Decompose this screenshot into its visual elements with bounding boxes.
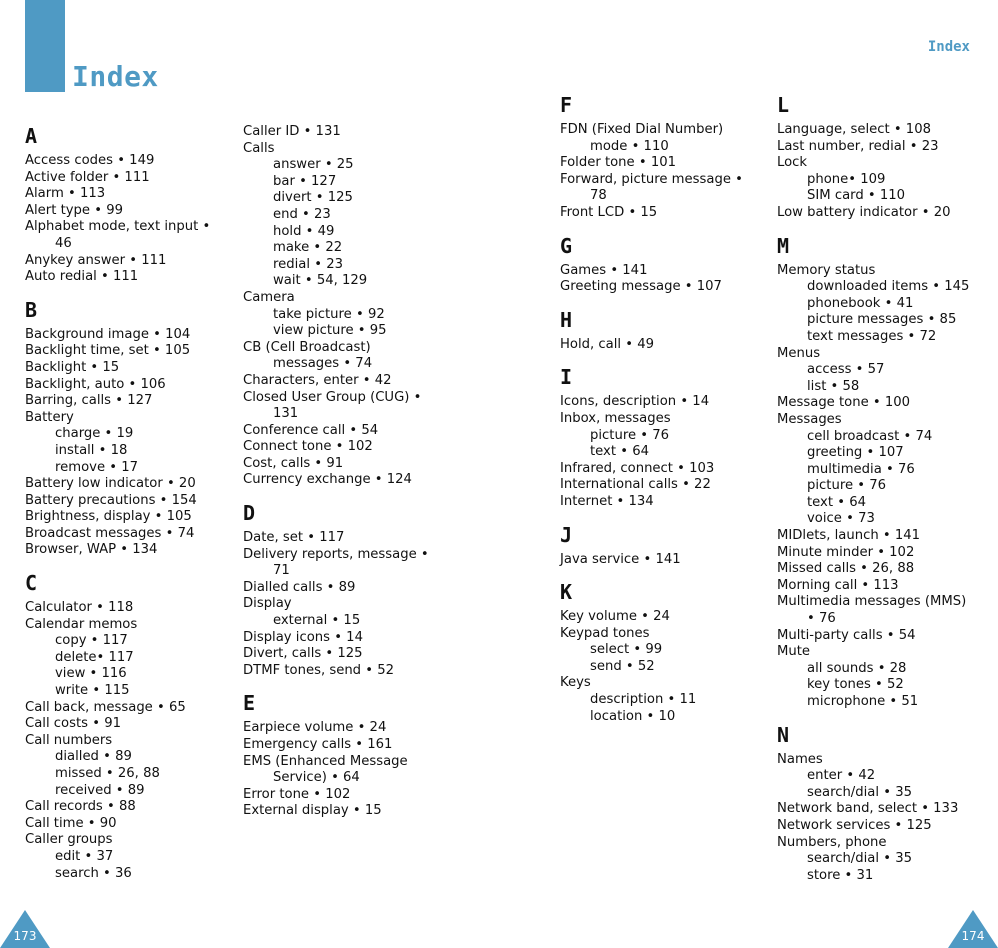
index-subentry: bar • 127 [273,173,337,189]
index-subentry: redial • 23 [273,256,343,272]
index-entry: Barring, calls • 127 [25,393,153,409]
index-subentry: list • 58 [807,378,860,394]
index-subentry: answer • 25 [273,157,354,173]
index-entry: Forward, picture message • [560,171,743,187]
index-subentry: text • 64 [807,494,866,510]
index-subentry: store • 31 [807,867,874,883]
index-subentry: view • 116 [55,666,127,682]
index-entry: Minute minder • 102 [777,544,915,560]
index-entry: Front LCD • 15 [560,204,658,220]
index-subentry: external • 15 [273,613,361,629]
index-subentry: end • 23 [273,206,331,222]
index-entry: Java service • 141 [560,551,681,567]
section-letter: E [243,691,256,716]
index-entry: Camera [243,289,295,305]
index-subentry: voice • 73 [807,511,875,527]
index-entry: Delivery reports, message • [243,546,429,562]
index-entry: Background image • 104 [25,326,191,342]
index-entry: Caller groups [25,832,113,848]
index-subentry: greeting • 107 [807,445,904,461]
index-entry: Broadcast messages • 74 [25,525,195,541]
index-entry: Internet • 134 [560,493,654,509]
section-letter: M [777,233,790,258]
index-subentry: divert • 125 [273,190,353,206]
index-entry: Low battery indicator • 20 [777,204,951,220]
index-entry-continuation: 78 [590,188,607,204]
index-subentry: missed • 26, 88 [55,766,160,781]
index-subentry: phonebook • 41 [807,295,914,311]
index-entry-continuation: 71 [273,563,290,579]
section-letter: H [560,307,573,332]
index-entry: Caller ID • 131 [243,124,341,139]
index-subentry: microphone • 51 [807,694,919,709]
index-entry: Multi-party calls • 54 [777,627,916,643]
index-subentry: multimedia • 76 [807,461,915,477]
section-letter: I [560,365,573,390]
index-subentry: wait • 54, 129 [273,273,368,289]
index-subentry: make • 22 [273,240,343,256]
index-subentry: edit • 37 [55,848,114,864]
index-subentry: delete• 117 [55,649,134,665]
index-entry: Keys [560,675,591,691]
index-subentry: key tones • 52 [807,677,904,693]
index-entry: Icons, description • 14 [560,394,710,410]
index-subentry: access • 57 [807,362,885,378]
index-entry: Last number, redial • 23 [777,138,939,154]
section-letter: D [243,501,256,526]
index-entry-continuation: • 76 [807,611,836,627]
index-entry-continuation: mode • 110 [590,138,669,154]
index-entry: FDN (Fixed Dial Number) [560,122,724,137]
index-entry: Backlight • 15 [25,359,120,375]
index-entry: Call numbers [25,732,113,748]
index-entry: DTMF tones, send • 52 [243,662,394,678]
section-letter: F [560,93,573,117]
index-entry: Lock [777,155,808,171]
index-entry: Display icons • 14 [243,629,363,645]
index-subentry: enter • 42 [807,768,876,784]
index-entry: Backlight, auto • 106 [25,376,166,392]
section-letter: N [777,722,790,747]
index-entry-continuation: Service) • 64 [273,770,360,786]
index-column-1 [25,126,230,882]
index-entry: Hold, call • 49 [560,336,655,352]
index-subentry: write • 115 [55,683,130,699]
index-entry: Cost, calls • 91 [243,455,344,471]
index-entry: MIDlets, launch • 141 [777,528,921,544]
index-subentry: cell broadcast • 74 [807,428,933,444]
chapter-tab [25,0,65,92]
index-entry: Browser, WAP • 134 [25,542,158,558]
index-entry: Battery precautions • 154 [25,492,197,508]
index-subentry: text messages • 72 [807,328,937,344]
index-entry: Connect tone • 102 [243,439,373,455]
index-entry: Date, set • 117 [243,530,345,546]
index-entry: Calendar memos [25,616,138,632]
index-entry-continuation: 131 [273,406,299,422]
index-entry: Message tone • 100 [777,395,911,411]
index-entry: Earpiece volume • 24 [243,720,387,736]
index-entry: Error tone • 102 [243,786,351,802]
index-entry: Brightness, display • 105 [25,509,192,525]
section-letter: K [560,580,573,605]
section-letter: B [25,297,38,322]
index-subentry: all sounds • 28 [807,660,907,676]
index-entry: CB (Cell Broadcast) [243,339,371,355]
index-entry: EMS (Enhanced Message [243,753,408,769]
index-entry: Active folder • 111 [25,169,150,185]
index-entry: Divert, calls • 125 [243,646,363,662]
index-column-4 [777,95,992,884]
index-entry: External display • 15 [243,803,382,819]
index-subentry: install • 18 [55,442,128,458]
index-subentry: take picture • 92 [273,306,385,322]
index-entry: Battery low indicator • 20 [25,476,196,492]
index-subentry: search/dial • 35 [807,851,912,867]
index-subentry: description • 11 [590,692,697,708]
index-entry: Call back, message • 65 [25,699,186,715]
index-entry: Emergency calls • 161 [243,737,393,752]
index-entry: Calculator • 118 [25,600,134,616]
index-entry: Anykey answer • 111 [25,252,167,268]
index-entry: Call records • 88 [25,799,136,815]
index-entry: Dialled calls • 89 [243,579,356,595]
index-subentry: SIM card • 110 [807,188,906,204]
index-subentry: copy • 117 [55,633,128,649]
index-entry: Folder tone • 101 [560,155,676,171]
section-letter: L [777,93,790,117]
index-subentry: charge • 19 [55,426,134,442]
index-entry: Battery [25,409,74,425]
index-entry: Network services • 125 [777,817,932,833]
index-entry: Keypad tones [560,625,650,641]
index-subentry: dialled • 89 [55,749,132,765]
index-entry: Display [243,596,292,612]
index-entry: Memory status [777,262,876,278]
section-letter: J [560,522,573,547]
index-subentry: picture • 76 [807,478,887,494]
index-column-3 [560,95,765,725]
index-subentry: search/dial • 35 [807,784,912,800]
index-entry: Greeting message • 107 [560,279,722,295]
section-letter: G [560,233,573,258]
index-entry-continuation: messages • 74 [273,356,373,372]
index-entry: Language, select • 108 [777,122,931,137]
index-subentry: text • 64 [590,444,649,460]
index-entry: Network band, select • 133 [777,801,959,817]
index-entry: Infrared, connect • 103 [560,460,715,476]
index-subentry: select • 99 [590,642,663,658]
index-subentry: received • 89 [55,782,145,798]
index-subentry: picture • 76 [590,427,670,443]
page-number-left: 173 [13,929,37,943]
index-subentry: view picture • 95 [273,323,387,339]
index-entry: Games • 141 [560,262,648,278]
index-subentry: search • 36 [55,865,132,881]
index-entry: Alarm • 113 [25,186,106,202]
section-letter: A [25,124,38,148]
index-entry: Access codes • 149 [25,153,155,168]
index-entry: Key volume • 24 [560,609,670,625]
index-subentry: location • 10 [590,708,676,724]
page-title: Index [72,60,159,93]
index-entry: Characters, enter • 42 [243,372,392,388]
index-entry: Closed User Group (CUG) • [243,389,422,405]
index-entry: Menus [777,345,821,361]
section-letter: C [25,571,38,596]
index-subentry: remove • 17 [55,459,139,475]
index-entry: Backlight time, set • 105 [25,343,191,359]
index-entry: Call time • 90 [25,815,117,831]
index-entry: Auto redial • 111 [25,269,139,285]
index-subentry: hold • 49 [273,223,335,239]
index-entry: Conference call • 54 [243,422,379,438]
index-entry-continuation: 46 [55,235,72,251]
index-column-2 [243,124,448,820]
index-entry: Messages [777,411,842,427]
page-number-right: 174 [961,929,985,943]
index-entry: Mute [777,644,811,660]
running-head: Index [927,39,970,55]
index-entry: International calls • 22 [560,477,711,493]
index-subentry: send • 52 [590,658,655,674]
index-subentry: phone• 109 [807,171,886,187]
index-entry: Alphabet mode, text input • [25,219,211,235]
index-entry: Call costs • 91 [25,716,121,732]
index-entry: Inbox, messages [560,410,671,426]
index-entry: Morning call • 113 [777,577,899,593]
index-entry: Missed calls • 26, 88 [777,561,915,577]
index-entry: Alert type • 99 [25,202,123,218]
index-subentry: downloaded items • 145 [807,279,970,295]
index-entry: Calls [243,140,275,156]
index-entry: Multimedia messages (MMS) [777,594,967,610]
index-entry: Numbers, phone [777,834,887,850]
index-entry: Currency exchange • 124 [243,472,412,488]
index-subentry: picture messages • 85 [807,312,957,328]
index-entry: Names [777,751,823,767]
